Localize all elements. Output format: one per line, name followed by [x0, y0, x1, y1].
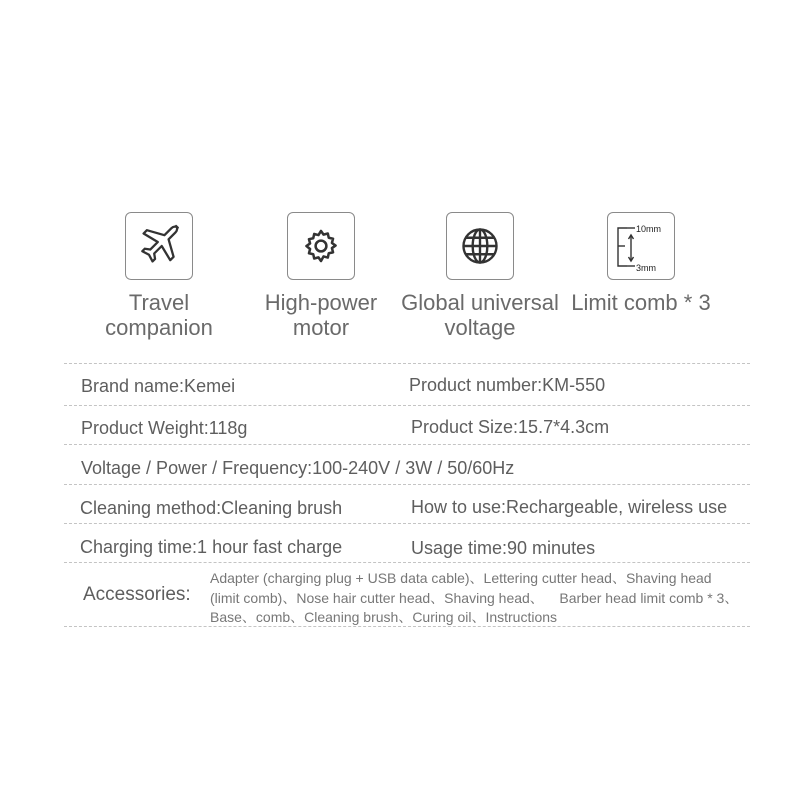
- feature-label: [536, 290, 746, 315]
- limit-comb-icon: [609, 214, 673, 278]
- limit-comb-bottom-text: 3mm: [636, 263, 656, 273]
- feature-travel: [74, 212, 244, 340]
- feature-motor: [236, 212, 406, 340]
- airplane-icon: [134, 221, 184, 271]
- feature-label-line: Global universal: [401, 290, 559, 315]
- divider: [64, 562, 750, 563]
- voltage-power-frequency: Voltage / Power / Frequency:100-240V / 3W / 50/60Hz: [81, 458, 515, 478]
- globe-icon: [458, 224, 502, 268]
- product-weight: Product Weight:118g: [81, 418, 248, 438]
- gear-icon: [302, 227, 340, 265]
- limit-comb-icon-box: [607, 212, 675, 280]
- feature-label-line: High-power: [264, 290, 378, 315]
- feature-label-line: Travel: [128, 290, 190, 315]
- divider: [64, 484, 750, 485]
- product-number: Product number:KM-550: [409, 375, 606, 395]
- feature-label: [236, 290, 406, 340]
- how-to-use: How to use:Rechargeable, wireless use: [411, 497, 728, 517]
- airplane-icon-box: [125, 212, 193, 280]
- feature-label-line: companion: [105, 315, 213, 340]
- feature-label-line: motor: [292, 315, 350, 340]
- divider: [64, 523, 750, 524]
- brand-name: Brand name:Kemei: [81, 376, 236, 396]
- divider: [64, 444, 750, 445]
- accessories-line: Base、comb、Cleaning brush、Curing oil、Instructions: [210, 609, 558, 625]
- feature-voltage: [395, 212, 565, 340]
- usage-time: Usage time:90 minutes: [411, 538, 596, 558]
- accessories-line: Adapter (charging plug + USB data cable)、Lettering cutter head、Shaving head: [210, 570, 712, 586]
- charging-time: Charging time:1 hour fast charge: [80, 537, 343, 557]
- feature-limit-comb: [556, 212, 726, 315]
- accessories-label: Accessories:: [83, 584, 191, 605]
- accessories-list: [210, 569, 770, 628]
- cleaning-method: Cleaning method:Cleaning brush: [80, 498, 343, 518]
- globe-icon-box: [446, 212, 514, 280]
- accessories-line: (limit comb)、Nose hair cutter head、Shaving head、 Barber head limit comb * 3、: [210, 589, 739, 606]
- feature-label-line: Limit comb * 3: [571, 290, 711, 315]
- product-size: Product Size:15.7*4.3cm: [411, 417, 610, 437]
- divider: [64, 405, 750, 406]
- limit-comb-top-text: 10mm: [636, 224, 662, 234]
- divider: [64, 626, 750, 627]
- divider: [64, 363, 750, 364]
- feature-label: [74, 290, 244, 340]
- gear-icon-box: [287, 212, 355, 280]
- feature-label-line: voltage: [444, 315, 516, 340]
